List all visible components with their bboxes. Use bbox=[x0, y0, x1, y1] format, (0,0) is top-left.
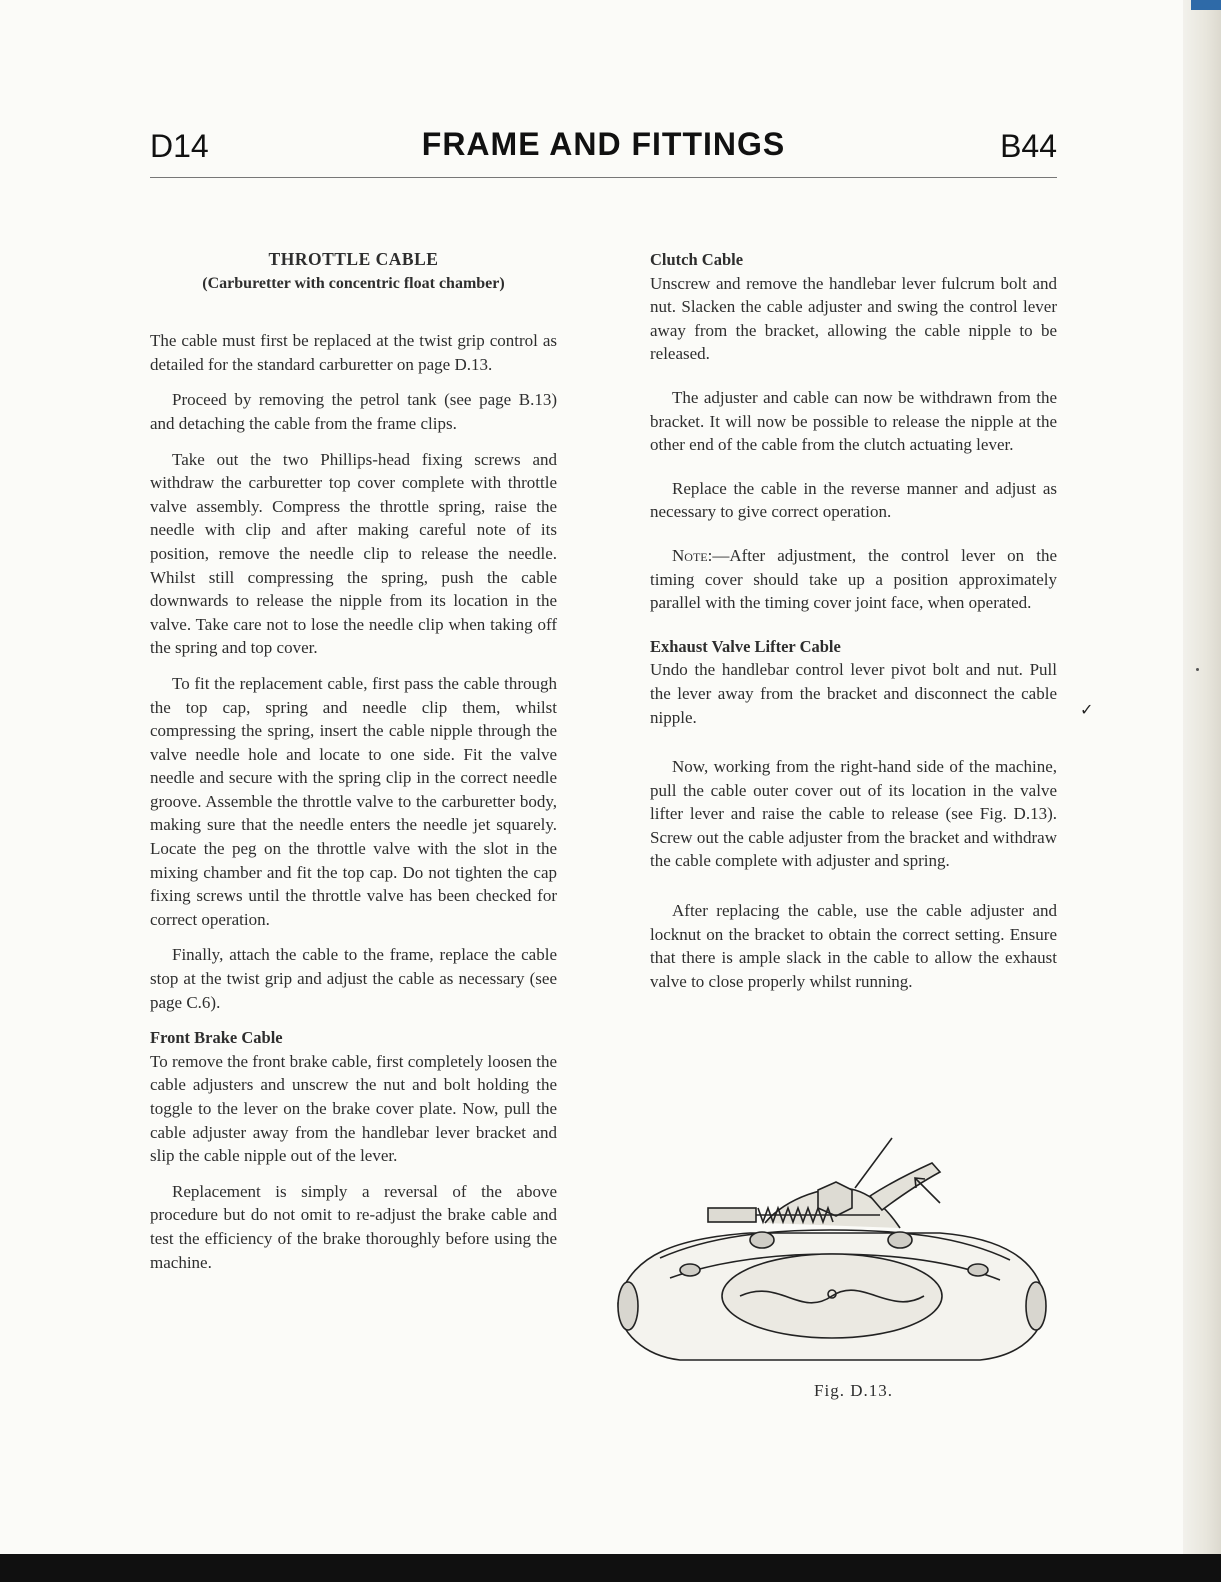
pencil-mark: ✓ bbox=[1080, 702, 1094, 719]
front-brake-cable-heading: Front Brake Cable bbox=[150, 1028, 283, 1048]
scan-bottom-band bbox=[0, 1554, 1221, 1582]
paragraph: Replace the cable in the reverse manner and adjust as necessary to give correct operation. bbox=[650, 478, 1057, 522]
paragraph: The cable must first be replaced at the twist grip control as detailed for the standard carburetter on page D.13. bbox=[150, 331, 557, 374]
edge-mark bbox=[1191, 0, 1221, 10]
timing-cover-illustration bbox=[600, 1128, 1060, 1376]
left-column bbox=[150, 248, 557, 1286]
paragraph: Finally, attach the cable to the frame, replace the cable stop at the twist grip and adjust the cable as necessary (see page C.6). bbox=[150, 945, 557, 1012]
right-column bbox=[650, 248, 1057, 1005]
paragraph: To remove the front brake cable, first completely loosen the cable adjusters and unscrew the nut and bolt holding the toggle to the lever on the brake cover plate. Now, pull the cable adjuster away from the handlebar lever bracket and slip the cable nipple out of the lever. bbox=[150, 1051, 557, 1166]
clutch-cable-heading: Clutch Cable bbox=[650, 250, 744, 269]
figure-caption: Fig. D.13. bbox=[814, 1381, 893, 1400]
section-number: D14 bbox=[150, 128, 209, 164]
paragraph: After replacing the cable, use the cable adjuster and locknut on the bracket to obtain the correct setting. Ensure that there is ample slack in the cable to allow the exhaust valve to close properly whilst running. bbox=[650, 901, 1057, 991]
model-code: B44 bbox=[1000, 128, 1057, 164]
header-rule bbox=[150, 177, 1057, 178]
note-label: Note bbox=[672, 545, 708, 565]
page-title: FRAME AND FITTINGS bbox=[421, 126, 786, 162]
page-edge bbox=[1183, 0, 1221, 1582]
margin-dot bbox=[1196, 668, 1199, 671]
note-text: :—After adjustment, the control lever on the timing cover should take up a position approximately parallel with the timing cover joint face, when operated. bbox=[650, 545, 1057, 613]
paragraph: Replacement is simply a reversal of the above procedure but do not omit to re-adjust the brake cable and test the efficiency of the brake thoroughly before using the machine. bbox=[150, 1181, 557, 1272]
throttle-cable-subtitle: (Carburetter with concentric float chamber) bbox=[202, 274, 505, 292]
throttle-cable-title: THROTTLE CABLE bbox=[268, 249, 439, 269]
paragraph: Take out the two Phillips-head fixing screws and withdraw the carburetter top cover complete with throttle valve assembly. Compress the throttle spring, raise the needle with clip and after making careful note of its position, remove the needle clip to release the needle. Whilst still compressing the spring, push the cable downwards to release the nipple from its location in the valve. Take care not to lose the needle clip when taking off the spring and top cover. bbox=[150, 449, 557, 658]
paragraph: Undo the handlebar control lever pivot bolt and nut. Pull the lever away from the bracket and disconnect the cable nipple. bbox=[650, 660, 1057, 727]
paragraph: Proceed by removing the petrol tank (see page B.13) and detaching the cable from the frame clips. bbox=[150, 390, 557, 433]
paragraph: The adjuster and cable can now be withdrawn from the bracket. It will now be possible to release the nipple at the other end of the cable from the clutch actuating lever. bbox=[650, 387, 1057, 455]
exhaust-valve-lifter-heading: Exhaust Valve Lifter Cable bbox=[650, 636, 841, 656]
paragraph: Unscrew and remove the handlebar lever fulcrum bolt and nut. Slacken the cable adjuster and swing the control lever away from the bracket, allowing the cable nipple to be released. bbox=[650, 273, 1057, 364]
paragraph: To fit the replacement cable, first pass the cable through the top cap, spring and needle clip them, whilst compressing the spring, insert the cable nipple through the valve needle hole and locate to one side. Fit the valve needle and secure with the spring clip in the correct needle groove. Assemble the throttle valve to the carburetter body, making sure that the needle enters the needle jet squarely. Locate the peg on the throttle valve with the slot in the mixing chamber and fit the top cap. Do not tighten the cap fixing screws until the throttle valve has been checked for correct operation. bbox=[150, 673, 557, 929]
note-paragraph bbox=[650, 544, 1057, 615]
page-header bbox=[150, 120, 1057, 180]
paragraph: Now, working from the right-hand side of the machine, pull the cable outer cover out of its location in the valve lifter lever and raise the cable to release (see Fig. D.13). Screw out the cable adjuster from the bracket and withdraw the cable complete with adjuster and spring. bbox=[650, 757, 1057, 871]
